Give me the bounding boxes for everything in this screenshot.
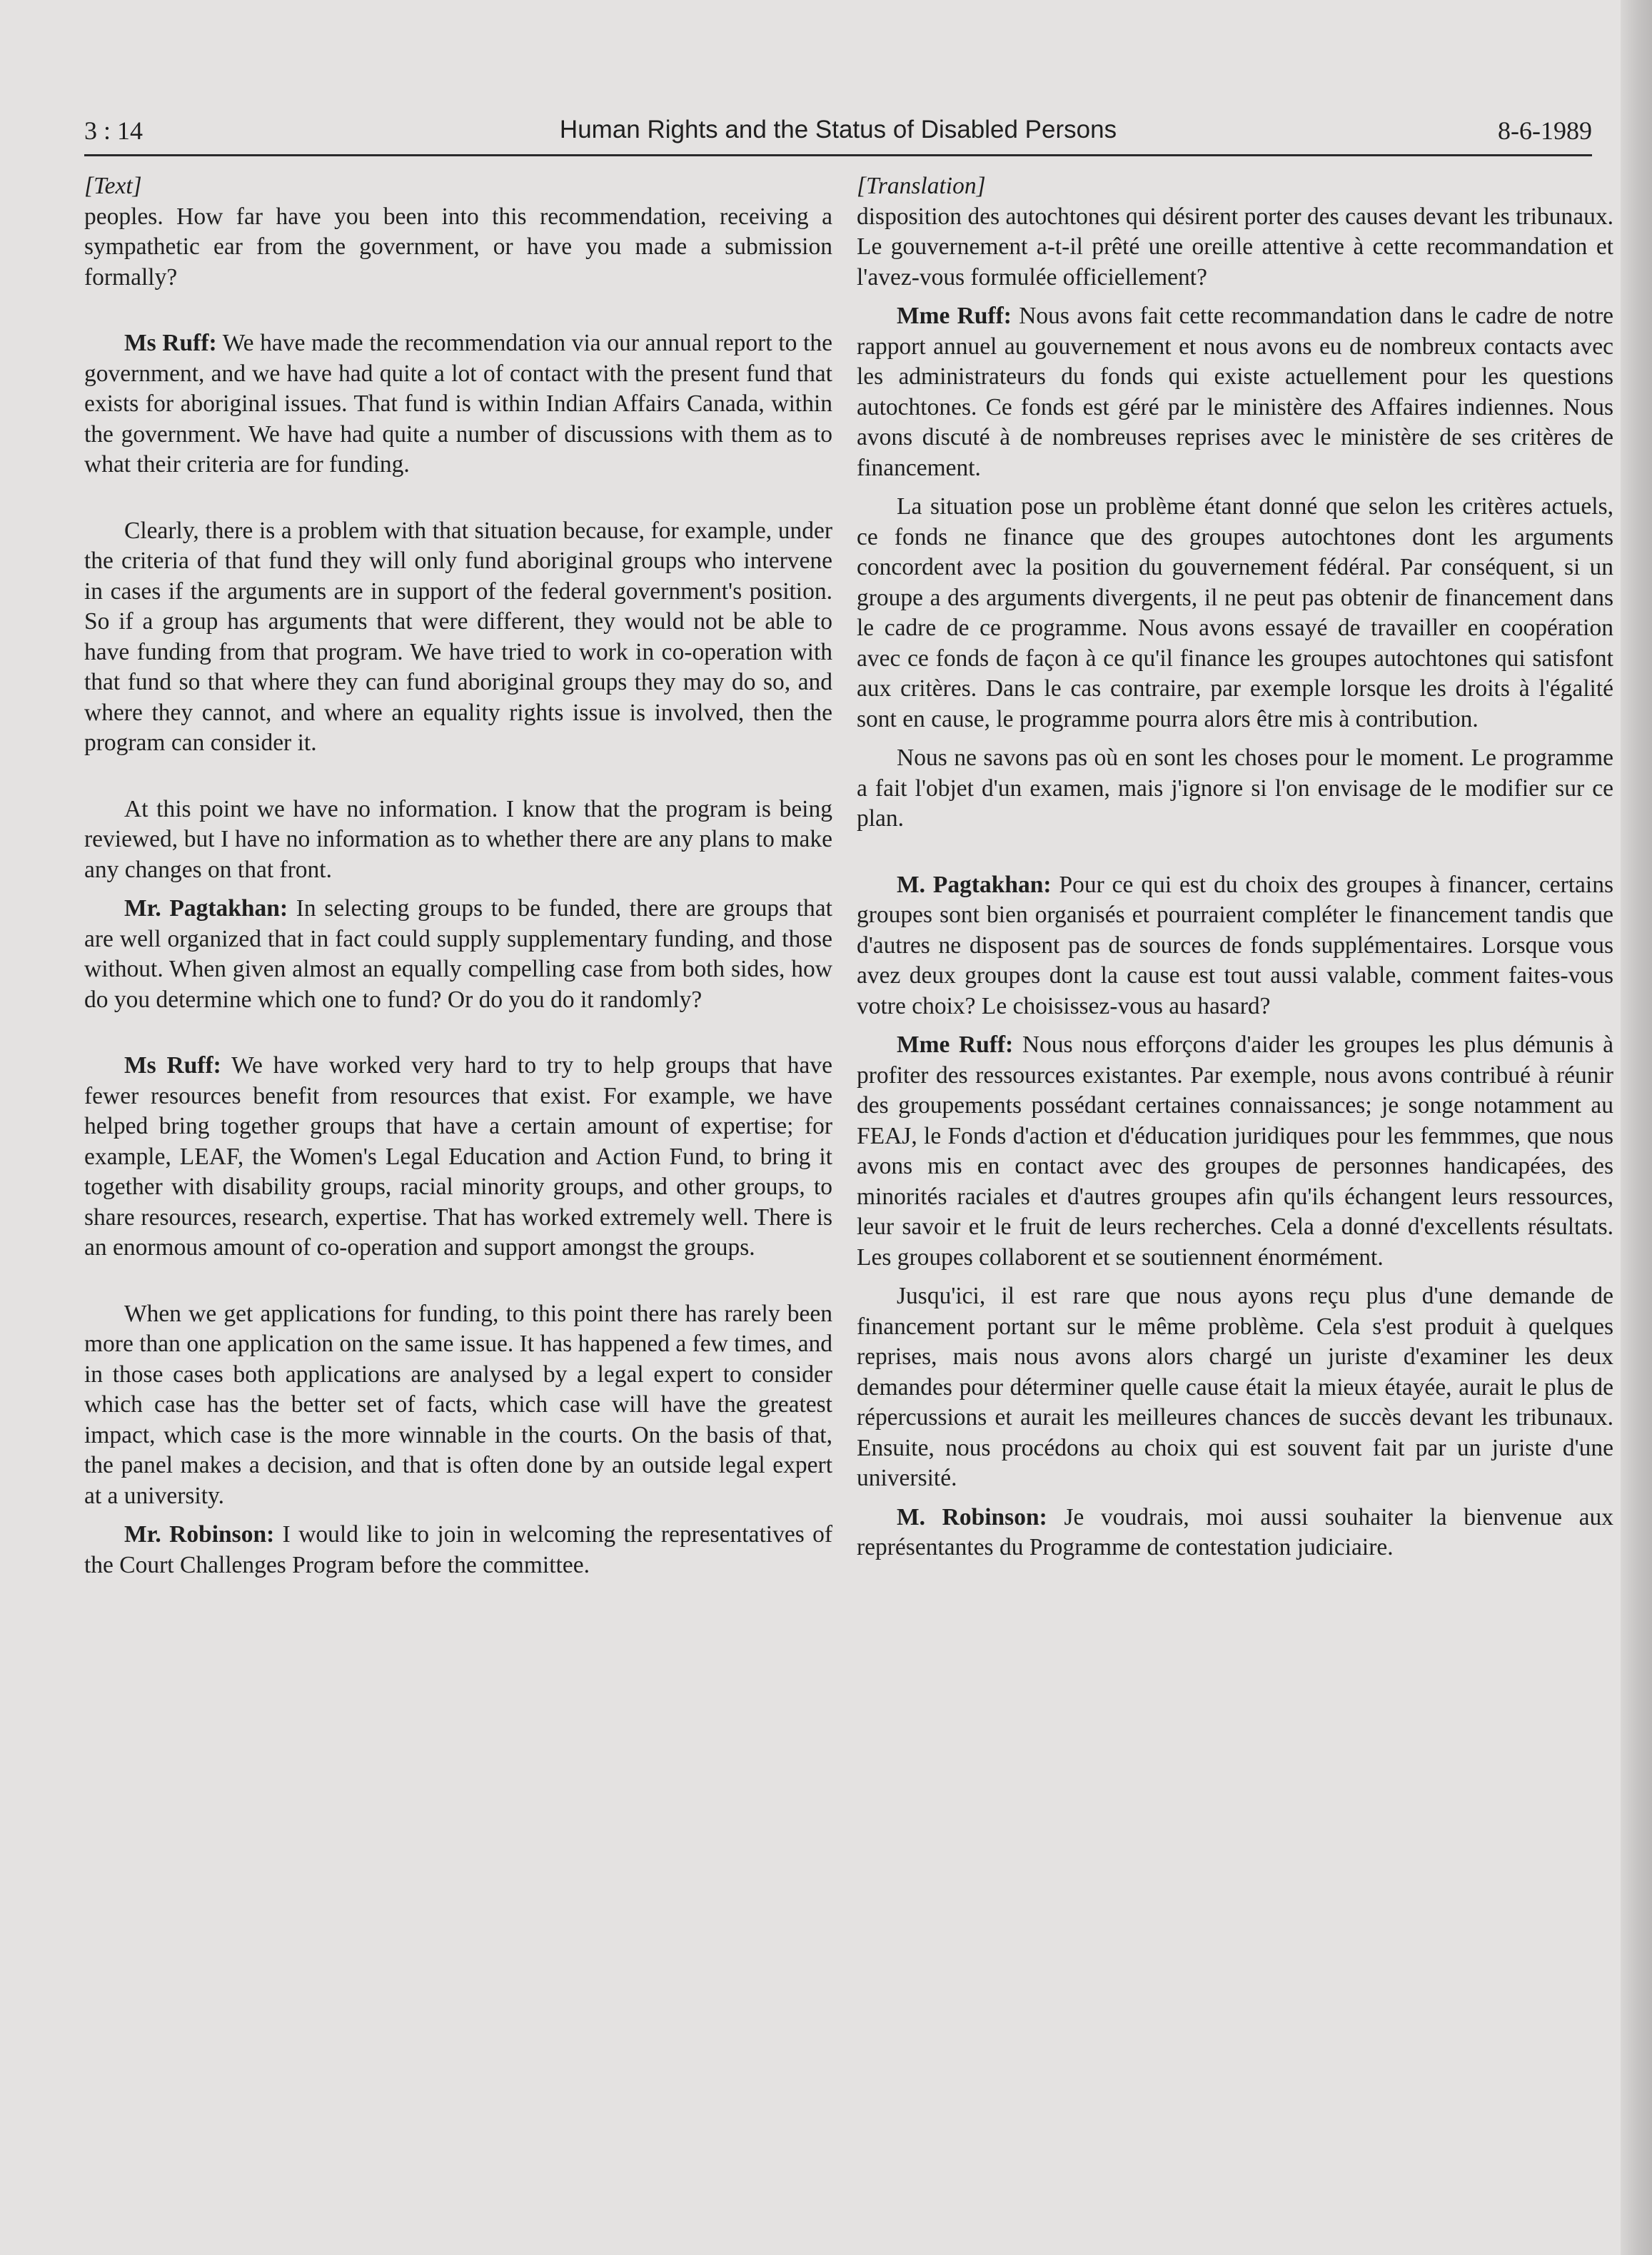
language-label: [Text] <box>84 173 142 199</box>
paragraph: disposition des autochtones qui désirent porter des causes devant les tribunaux. Le gouvernement a-t-il prêté une oreille attentive à cette recommandation et l'avez-vous formulée officiellement? <box>857 203 1613 291</box>
speaker-name: M. Robinson: <box>897 1503 1047 1530</box>
paragraph <box>857 1030 1613 1273</box>
speech-text: Nous nous efforçons d'aider les groupes les plus démunis à profiter des ressources existantes. Par exemple, nous avons contribué à réunir des groupements possédant certaines connaissances; je songe notamment au FEAJ, le Fonds d'action et d'éducation juridiques pour les femmmes, que nous avons mis en contact avec des groupes de personnes handicapées, des minorités raciales et d'autres groupes afin qu'ils échangent leurs ressources, leur savoir et le fruit de leurs recherches. Cela a donné d'excellents résultats. Les groupes collaborent et se soutiennent énormément. <box>857 1031 1614 1271</box>
speaker-name: Mr. Robinson: <box>124 1521 275 1548</box>
speaker-name: M. Pagtakhan: <box>897 871 1052 898</box>
page-edge <box>1621 0 1652 2255</box>
speech-text: We have made the recommendation via our annual report to the government, and we have had quite a lot of contact with the present fund that exists for aboriginal issues. That fund is within Indian Affairs Canada, within the government. We have had quite a number of discussions with them as to what their criteria are for funding. <box>84 330 832 478</box>
speech-text: I would like to join in welcoming the representatives of the Court Challenges Program before the committee. <box>84 1521 833 1578</box>
speech-text: Je voudrais, moi aussi souhaiter la bienvenue aux représentantes du Programme de contestation judiciaire. <box>857 1503 1613 1560</box>
paragraph <box>84 894 832 1015</box>
paragraph <box>857 301 1613 483</box>
speaker-name: Mme Ruff: <box>897 303 1012 329</box>
speaker-name: Ms Ruff: <box>124 1052 221 1079</box>
paragraph: Clearly, there is a problem with that situation because, for example, under the criteria of that fund they will only fund aboriginal groups who intervene in cases if the arguments are in support of the federal government's position. So if a group has arguments that were different, they would not be able to have funding from that program. We have tried to work in co-operation with that fund so that where they can fund aboriginal groups they may do so, and where they cannot, and where an equality rights issue is involved, then the program can consider it. <box>84 517 832 756</box>
paragraph: When we get applications for funding, to this point there has rarely been more than one application on the same issue. It has happened a few times, and in those cases both applications are analysed by a legal expert to consider which case has the better set of facts, which case will have the greatest impact, which case is the more winnable in the courts. On the basis of that, the panel makes a decision, and that is often done by an outside legal expert at a university. <box>84 1300 832 1509</box>
speaker-name: Mme Ruff: <box>897 1031 1014 1058</box>
paragraph <box>84 1051 832 1263</box>
speech-text: Pour ce qui est du choix des groupes à financer, certains groupes sont bien organisés et pourraient compléter le financement tandis que d'autres ne disposent pas de sources de fonds supplémentaires. Lorsque vous avez deux groupes dont la cause est tout aussi valable, comment faites-vous votre choix? Le choisissez-vous au hasard? <box>857 871 1614 1019</box>
page-header <box>84 113 1592 156</box>
page-number: 3 : 14 <box>84 116 143 145</box>
paragraph <box>84 328 832 480</box>
speaker-name: Ms Ruff: <box>124 330 217 356</box>
speech-text: Nous avons fait cette recommandation dans le cadre de notre rapport annuel au gouvernement et nous avons eu de nombreux contacts avec les administrateurs du fonds qui existe actuellement pour les questions autochtones. Ce fonds est géré par le ministère des Affaires indiennes. Nous avons discuté à de nombreuses reprises avec le ministère de ses critères de financement. <box>857 303 1613 481</box>
paragraph <box>857 870 1613 1022</box>
publication-title: Human Rights and the Status of Disabled Persons <box>559 116 1117 143</box>
english-column <box>84 171 832 1580</box>
paragraph: At this point we have no information. I know that the program is being reviewed, but I have no information as to whether there are any plans to make any changes on that front. <box>84 795 832 883</box>
speaker-name: Mr. Pagtakhan: <box>124 895 288 922</box>
paragraph: peoples. How far have you been into this recommendation, receiving a sympathetic ear from the government, or have you made a submission formally? <box>84 203 832 291</box>
speech-text: We have worked very hard to try to help groups that have fewer resources benefit from resources that exist. For example, we have helped bring together groups that have a certain amount of expertise; for example, LEAF, the Women's Legal Education and Action Fund, to bring it together with disability groups, racial minority groups, and other groups, to share resources, research, expertise. That has worked extremely well. There is an enormous amount of co-operation and support amongst the groups. <box>84 1052 832 1261</box>
paragraph: Nous ne savons pas où en sont les choses pour le moment. Le programme a fait l'objet d'un examen, mais j'ignore si l'on envisage de le modifier sur ce plan. <box>857 745 1613 832</box>
french-column <box>857 171 1613 1563</box>
paragraph <box>84 1520 832 1580</box>
paragraph <box>857 1503 1613 1563</box>
publication-date: 8-6-1989 <box>1498 116 1592 145</box>
speech-text: In selecting groups to be funded, there are groups that are well organized that in fact could supply supplementary funding, and those without. When given almost an equally compelling case from both sides, how do you determine which one to fund? Or do you do it randomly? <box>84 895 832 1013</box>
paragraph: Jusqu'ici, il est rare que nous ayons reçu plus d'une demande de financement portant sur le même problème. Cela s'est produit à quelques reprises, mais nous avons alors chargé un juriste d'examiner les deux demandes pour déterminer quelle cause était la mieux étayée, aurait le plus de répercussions et aurait les meilleures chances de succès devant les tribunaux. Ensuite, nous procédons au choix qui est souvent fait par un juriste d'une université. <box>857 1283 1613 1491</box>
language-label: [Translation] <box>857 173 986 199</box>
paragraph: La situation pose un problème étant donné que selon les critères actuels, ce fonds ne finance que des groupes autochtones dont les arguments concordent avec la position du gouvernement fédéral. Par conséquent, si un groupe a des arguments divergents, il ne peut pas obtenir de financement dans le cadre de ce programme. Nous avons essayé de travailler en coopération avec ce fonds de façon à ce qu'il finance les groupes autochtones qui satisfont aux critères. Dans le cas contraire, par exemple lorsque les droits à l'égalité sont en cause, le programme pourra alors être mis à contribution. <box>857 493 1613 732</box>
